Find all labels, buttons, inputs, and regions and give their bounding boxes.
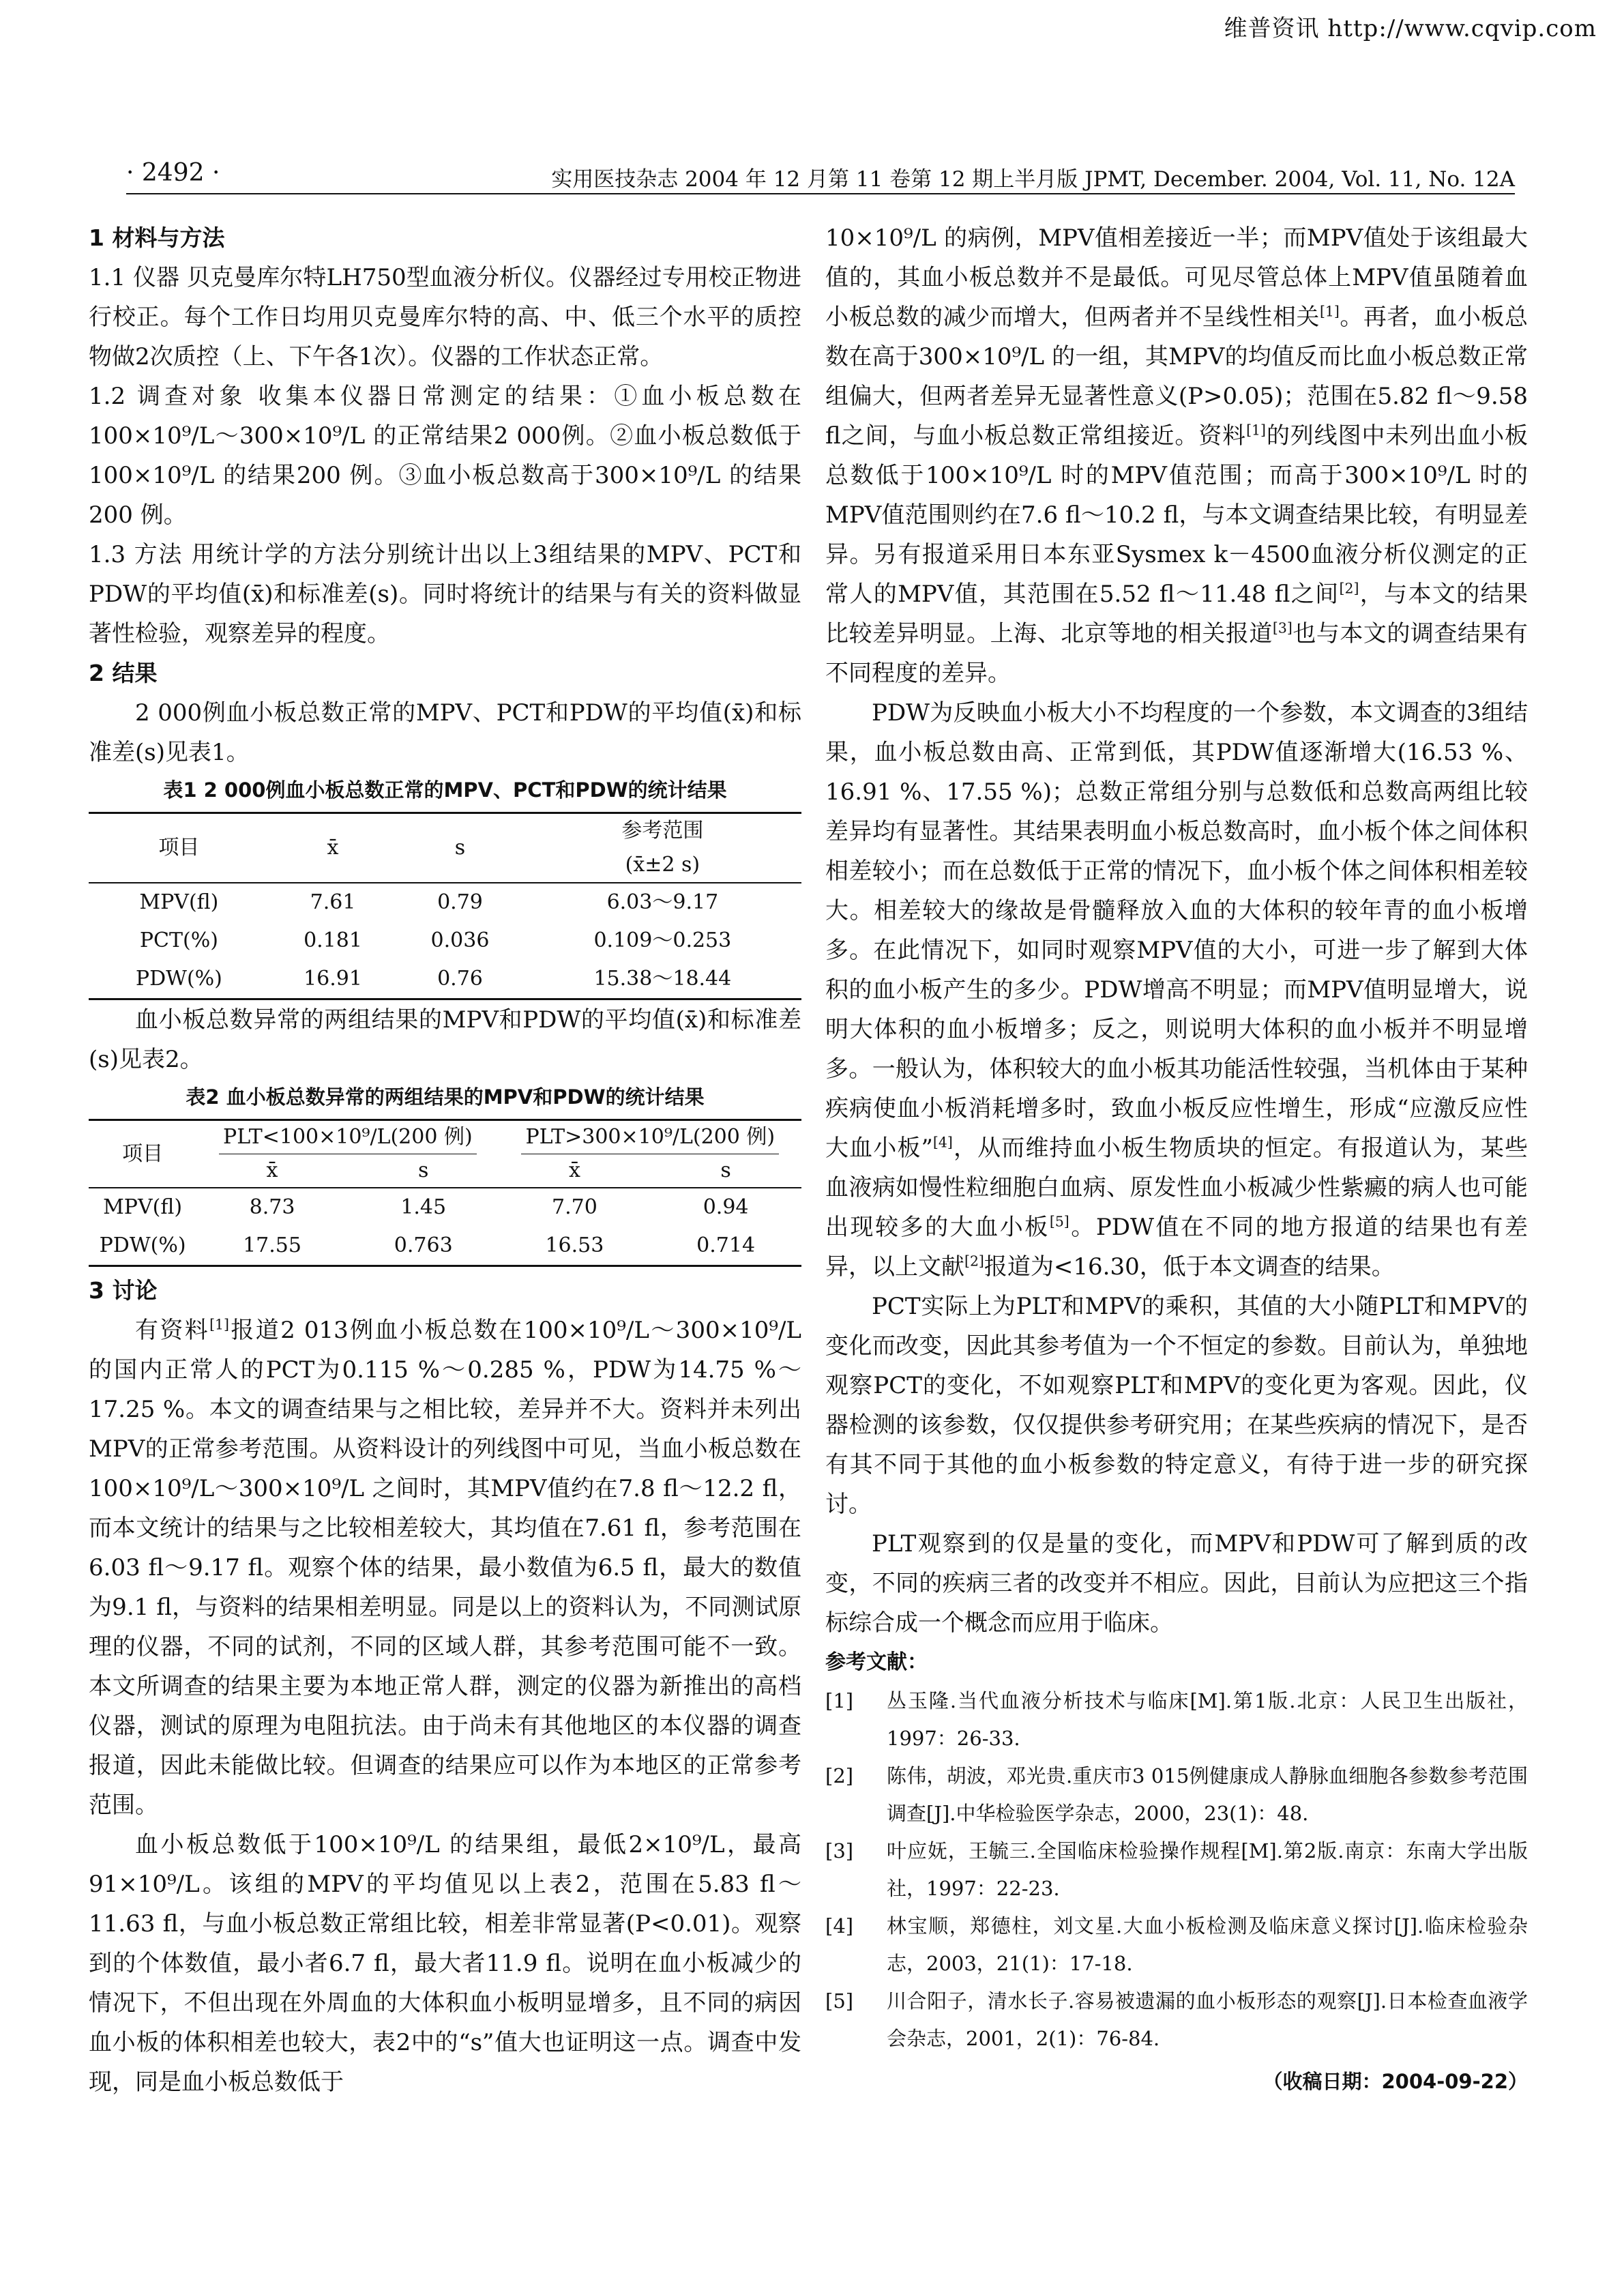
t2-header-mean-low: x̄: [266, 1158, 278, 1182]
discussion-text: 。PDW值在不同的地方报道的结果也有差异，以上文献: [825, 1214, 1528, 1281]
table-cell: 0.76: [437, 967, 483, 991]
running-head: [126, 154, 1515, 194]
right-column: [825, 218, 1528, 2101]
section-1-2: 1.2 调查对象 收集本仪器日常测定的结果：①血小板总数在100×10⁹/L～300×10⁹/L 的正常结果2 000例。②血小板总数低于100×10⁹/L 的结果200 例。③血小板总数高于300×10⁹/L 的结果200 例。: [89, 383, 801, 529]
table-row: [89, 922, 801, 960]
table-cell: 8.73: [249, 1195, 295, 1219]
discussion-text: 也与本文的调查结果有不同程度的差异。: [825, 620, 1529, 687]
table-cell: 0.181: [304, 929, 362, 952]
t2-header-sd-low: s: [418, 1158, 429, 1182]
table-row: [89, 1227, 801, 1266]
table-cell: 0.94: [703, 1195, 749, 1219]
t2-header-high-group: [499, 1120, 801, 1155]
discussion-text: 报道为<16.30，低于本文调查的结果。: [984, 1253, 1395, 1281]
table-cell: 0.714: [696, 1233, 756, 1257]
table-cell: 0.79: [437, 890, 483, 914]
citation: [1]: [1319, 303, 1340, 320]
reference-number: [5]: [825, 1989, 854, 2013]
results-para-1: 2 000例血小板总数正常的MPV、PCT和PDW的平均值(x̄)和标准差(s)见表1。: [89, 699, 801, 766]
table-cell: 1.45: [400, 1195, 447, 1219]
table-cell: PDW(%): [99, 1233, 186, 1257]
section-1-3: 1.3 方法 用统计学的方法分别统计出以上3组结果的MPV、PCT和PDW的平均值(x̄)和标准差(s)。同时将统计的结果与有关的资料做显著性检验，观察差异的程度。: [89, 541, 801, 647]
page-number: · 2492 ·: [126, 159, 220, 187]
reference-number: [3]: [825, 1839, 854, 1862]
discussion-text: 报道2 013例血小板总数在100×10⁹/L～300×10⁹/L 的国内正常人的PCT为0.115 %～0.285 %，PDW为14.75 %～17.25 %。本文的调查结果与之相比较，差异并不大。资料并未列出MPV的正常参考范围。从资料设计的列线图中可见，当血小板总数在100×10⁹/L～300×10⁹/L 之间时，其MPV值约在7.8 fl～12.2 fl，而本文统计的结果与之比较相差较大，其均值在7.61 fl，参考范围在6.03 fl～9.17 fl。观察个体的结果，最小数值为6.5 fl，最大的数值为9.1 fl，与资料的结果相差明显。同是以上的资料认为，不同测试原理的仪器，不同的试剂，不同的区域人群，其参考范围可能不一致。本文所调查的结果主要为本地正常人群，测定的仪器为新推出的高档仪器，测试的原理为电阻抗法。由于尚未有其他地区的本仪器的调查报道，因此未能做比较。但调查的结果应可以作为本地区的正常参考范围。: [89, 1317, 801, 1819]
table-row: [89, 1188, 801, 1227]
reference-number: [2]: [825, 1764, 854, 1787]
received-date: （收稿日期：2004-09-22）: [1263, 2070, 1528, 2093]
journal-info: 实用医技杂志 2004 年 12 月第 11 卷第 12 期上半月版 JPMT, December. 2004, Vol. 11, No. 12A: [551, 167, 1515, 192]
watermark: 维普资讯 http://www.cqvip.com: [1224, 15, 1597, 42]
discussion-para-6: PLT观察到的仅是量的变化，而MPV和PDW可了解到质的改变，不同的疾病三者的改变并不相应。因此，目前认为应把这三个指标综合成一个概念而应用于临床。: [825, 1530, 1528, 1637]
t2-header-item: 项目: [122, 1141, 164, 1166]
discussion-text: ，与本文的结果比较差异明显。上海、北京等地的相关报道: [825, 581, 1529, 647]
citation: [2]: [964, 1253, 984, 1270]
table-cell: 7.70: [552, 1195, 597, 1219]
discussion-text: 10×10⁹/L 的病例，MPV值相差接近一半；而MPV值处于该组最大值的，其血小板总数并不是最低。可见尽管总体上MPV值虽随着血小板总数的减少而增大，但两者并不呈线性相关: [825, 224, 1528, 331]
discussion-text: 。再者，血小板总数在高于300×10⁹/L 的一组，其MPV的均值反而比血小板总数正常组偏大，但两者差异无显著性意义(P>0.05)；范围在5.82 fl～9.58 fl之间，与血小板总数正常组接近。资料: [825, 304, 1529, 450]
t1-header-range-label: 参考范围: [621, 819, 704, 843]
table-2-caption: 表2 血小板总数异常的两组结果的MPV和PDW的统计结果: [186, 1085, 705, 1109]
citation: [2]: [1339, 580, 1359, 597]
table-cell: MPV(fl): [139, 890, 219, 914]
t1-header-range-formula: (x̄±2 s): [625, 853, 700, 877]
reference-item: [825, 1907, 1528, 1983]
table-cell: 0.763: [394, 1233, 453, 1257]
t2-header-low-group: [196, 1120, 499, 1155]
t1-header-range: [524, 813, 801, 883]
discussion-para-2: 血小板总数低于100×10⁹/L 的结果组，最低2×10⁹/L，最高91×10⁹/L。该组的MPV的平均值见以上表2，范围在5.83 fl～11.63 fl，与血小板总数正常组比较，相差非常显著(P<0.01)。观察到的个体数值，最小者6.7 fl，最大者11.9 fl。说明在血小板减少的情况下，不但出现在外周血的大体积血小板明显增多，且不同的病因血小板的体积相差也较大，表2中的“s”值大也证明这一点。调查中发现，同是血小板总数低于: [89, 1831, 801, 2096]
reference-item: [825, 1983, 1528, 2058]
table-cell: 16.91: [304, 967, 362, 991]
table-row: [89, 960, 801, 999]
citation: [5]: [1049, 1213, 1069, 1230]
citation: [1]: [209, 1316, 229, 1333]
discussion-para-1: [89, 1311, 801, 1825]
references-title: 参考文献：: [825, 1650, 928, 1674]
reference-number: [1]: [825, 1689, 854, 1712]
t2-header-low-group-label: PLT<100×10⁹/L(200 例): [219, 1121, 477, 1154]
t2-header-high-group-label: PLT>300×10⁹/L(200 例): [521, 1121, 779, 1154]
t2-header-mean-high: x̄: [568, 1158, 580, 1182]
section-2-title: 2 结果: [89, 660, 158, 686]
table-cell: MPV(fl): [103, 1195, 183, 1219]
section-1-1: 1.1 仪器 贝克曼库尔特LH750型血液分析仪。仪器经过专用校正物进行校正。每个工作日均用贝克曼库尔特的高、中、低三个水平的质控物做2次质控（上、下午各1次）。仪器的工作状态正常。: [89, 264, 801, 370]
table-cell: 0.109～0.253: [593, 929, 732, 952]
reference-text: 林宝顺，郑德柱，刘文星.大血小板检测及临床意义探讨[J].临床检验杂志，2003，21(1)：17-18.: [887, 1914, 1528, 1975]
section-1-title: 1 材料与方法: [89, 224, 225, 251]
discussion-text: PDW为反映血小板大小不均程度的一个参数，本文调查的3组结果，血小板总数由高、正常到低，其PDW值逐渐增大(16.53 %、16.91 %、17.55 %)；总数正常组分别与总数低和总数高两组比较差异均有显著性。其结果表明血小板总数高时，血小板个体之间体积相差较小；而在总数低于正常的情况下，血小板个体之间体积相差较大。相差较大的缘故是骨髓释放入血的大体积的较年青的血小板增多。在此情况下，如同时观察MPV值的大小，可进一步了解到大体积的血小板产生的多少。PDW增高不明显；而MPV值明显增大，说明大体积的血小板增多；反之，则说明大体积的血小板并不明显增多。一般认为，体积较大的血小板其功能活性较强，当机体由于某种疾病使血小板消耗增多时，致血小板反应性增生，形成“应激反应性大血小板”: [825, 699, 1528, 1162]
citation: [3]: [1272, 619, 1293, 637]
table-row: [89, 883, 801, 922]
table-1-caption: 表1 2 000例血小板总数正常的MPV、PCT和PDW的统计结果: [163, 778, 727, 802]
citation: [1]: [1246, 422, 1266, 439]
table-cell: PCT(%): [139, 929, 218, 952]
t1-header-mean: x̄: [327, 836, 339, 860]
reference-number: [4]: [825, 1914, 854, 1938]
references-list: [825, 1682, 1528, 2058]
table-cell: 0.036: [430, 929, 490, 952]
discussion-text: 的列线图中未列出血小板总数低于100×10⁹/L 时的MPV值范围；而高于300×10⁹/L 时的MPV值范围则约在7.6 fl～10.2 fl，与本文调查结果比较，有明显差异。另有报道采用日本东亚Sysmex k－4500血液分析仪测定的正常人的MPV值，其范围在5.52 fl～11.48 fl之间: [825, 422, 1528, 608]
table-cell: PDW(%): [135, 967, 222, 991]
discussion-para-4: [825, 693, 1528, 1287]
table-cell: 15.38～18.44: [593, 967, 732, 991]
reference-text: 丛玉隆.当代血液分析技术与临床[M].第1版.北京：人民卫生出版社，1997：26-33.: [887, 1689, 1528, 1750]
discussion-para-3: [825, 218, 1528, 693]
reference-item: [825, 1832, 1528, 1907]
table-cell: 6.03～9.17: [606, 890, 719, 914]
discussion-text: ，从而维持血小板生物质块的恒定。有报道认为，某些血液病如慢性粒细胞白血病、原发性血小板减少性紫癜的病人也可能出现较多的大血小板: [825, 1135, 1528, 1241]
table-1: [89, 812, 801, 1000]
table-cell: 16.53: [545, 1233, 604, 1257]
t1-header-sd: s: [454, 836, 466, 860]
reference-item: [825, 1682, 1528, 1757]
t1-header-item: 项目: [158, 836, 200, 860]
discussion-text: 有资料: [135, 1317, 210, 1344]
table-cell: 17.55: [243, 1233, 301, 1257]
left-column: [89, 218, 801, 2102]
reference-text: 陈伟，胡波，邓光贵.重庆市3 015例健康成人静脉血细胞各参数参考范围调查[J].中华检验医学杂志，2000，23(1)：48.: [887, 1764, 1528, 1825]
section-3-title: 3 讨论: [89, 1277, 158, 1304]
reference-item: [825, 1757, 1528, 1832]
table-cell: 7.61: [310, 890, 356, 914]
citation: [4]: [932, 1134, 953, 1151]
discussion-para-5: PCT实际上为PLT和MPV的乘积，其值的大小随PLT和MPV的变化而改变，因此其参考值为一个不恒定的参数。目前认为，单独地观察PCT的变化，不如观察PLT和MPV的变化更为客观。因此，仪器检测的该参数，仅仅提供参考研究用；在某些疾病的情况下，是否有其不同于其他的血小板参数的特定意义，有待于进一步的研究探讨。: [825, 1293, 1528, 1518]
reference-text: 川合阳子，清水长子.容易被遗漏的血小板形态的观察[J].日本检查血液学会杂志，2001，2(1)：76-84.: [887, 1989, 1528, 2050]
results-para-2: 血小板总数异常的两组结果的MPV和PDW的平均值(x̄)和标准差(s)见表2。: [89, 1006, 801, 1073]
reference-text: 叶应妩，王毓三.全国临床检验操作规程[M].第2版.南京：东南大学出版社，1997：22-23.: [887, 1839, 1528, 1900]
t2-header-sd-high: s: [720, 1158, 731, 1182]
table-2: [89, 1119, 801, 1267]
